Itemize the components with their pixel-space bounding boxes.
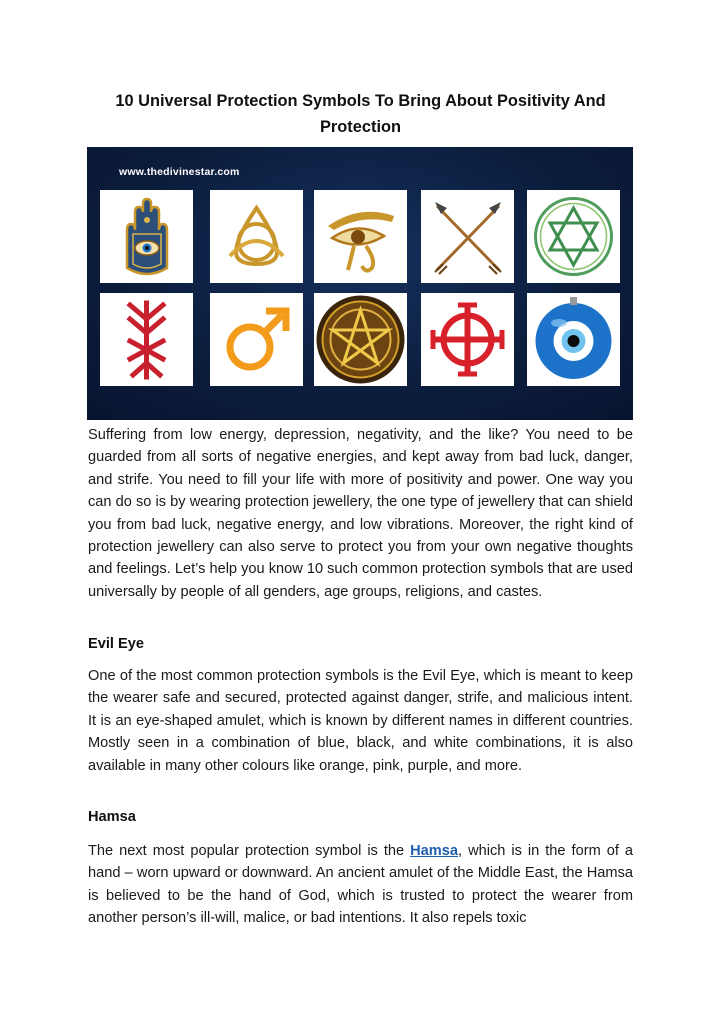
eye-of-horus-icon — [314, 190, 407, 283]
image-watermark: www.thedivinestar.com — [119, 166, 240, 178]
solar-cross-icon — [421, 293, 514, 386]
crossed-arrows-icon — [421, 190, 514, 283]
page-title: 10 Universal Protection Symbols To Bring About Positivity And Protection — [115, 92, 606, 136]
evil-eye-paragraph: One of the most common protection symbols is the Evil Eye, which is meant to keep the wearer safe and secured, protected against danger, strife, and malicious intent. It is an eye-shaped amulet, which is known by different names in different countries. Mostly seen in a combination of blue, black, and white combinations, it is also available in many other colours like orange, pink, purple, and more. — [88, 668, 633, 774]
mars-symbol-icon — [210, 293, 303, 386]
hamsa-paragraph — [88, 840, 633, 930]
hamsa-text-after: , which is in the form of a hand – worn upward or downward. An ancient amulet of the Middle East, the Hamsa is believed to be the hand of God, which is trusted to protect the wearer from another person’s ill-will, malice, or bad intentions. It also repels toxic — [88, 843, 633, 927]
pentacle-icon — [314, 293, 407, 386]
hamsa-link[interactable]: Hamsa — [410, 843, 459, 859]
intro-paragraph: Suffering from low energy, depression, negativity, and the like? You need to be guarded from all sorts of negative energies, and kept away from bad luck, danger, and strife. You need to fill your life with more of positivity and power. One way you can do so is by wearing protection jewellery, the one type of jewellery that can shield you from bad luck, negative energy, and low vibrations. Moreover, the right kind of protection jewellery can also serve to protect you from your own negative thoughts and feelings. Let’s help you know 10 such common protection symbols that are used universally by people of all genders, age groups, religions, and castes. — [88, 427, 633, 600]
hamsa-text-before: The next most popular protection symbol is the — [88, 843, 411, 859]
triquetra-icon — [210, 190, 303, 283]
section-heading-evil-eye: Evil Eye — [88, 636, 144, 652]
bindrune-icon — [100, 293, 193, 386]
evil-eye-bead-icon — [527, 293, 620, 386]
section-heading-hamsa: Hamsa — [88, 809, 136, 825]
hamsa-icon — [100, 190, 193, 283]
protection-symbols-image — [87, 147, 633, 420]
star-of-david-icon — [527, 190, 620, 283]
